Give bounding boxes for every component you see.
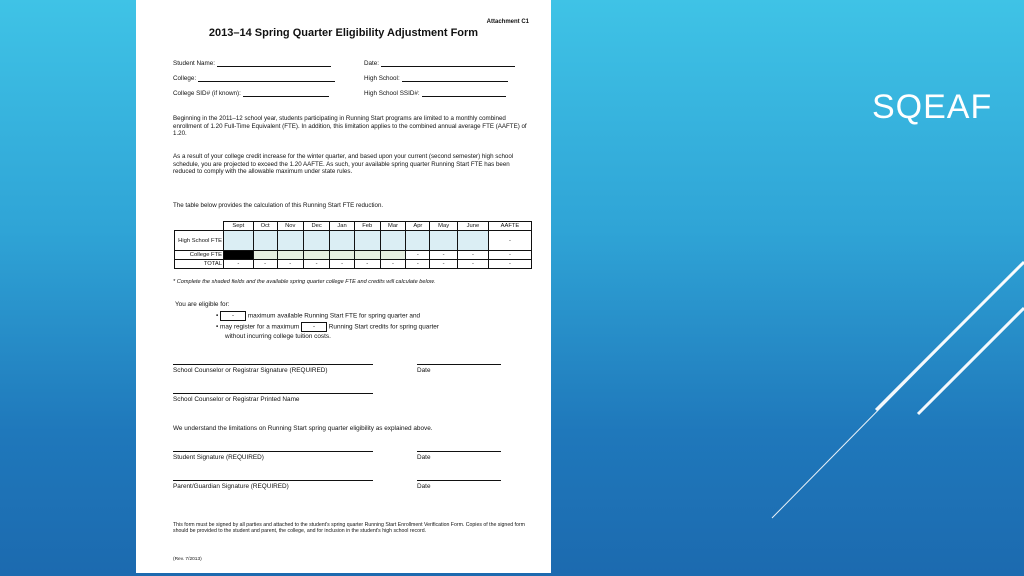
college-fte-value: - xyxy=(457,251,488,260)
parent-date-label: Date xyxy=(417,483,431,490)
college-label: College: xyxy=(173,75,197,82)
total-label: TOTAL xyxy=(175,260,224,269)
understand-statement: We understand the limitations on Running Start spring quarter eligibility as explained above. xyxy=(173,425,433,432)
month-header: Dec xyxy=(303,222,329,231)
college-sid-field xyxy=(173,90,329,97)
high-school-label: High School: xyxy=(364,75,400,82)
credits-value-box: - xyxy=(301,322,327,332)
fte-calculation-table xyxy=(174,221,532,269)
college-fte-cell[interactable] xyxy=(303,251,329,260)
month-header: Jan xyxy=(330,222,355,231)
college-fte-cell[interactable] xyxy=(354,251,380,260)
college-fte-value: - xyxy=(488,251,531,260)
table-header-row xyxy=(175,222,532,231)
total-value: - xyxy=(277,260,303,269)
total-value: - xyxy=(303,260,329,269)
total-value: - xyxy=(354,260,380,269)
college-fte-cell[interactable] xyxy=(277,251,303,260)
table-note: * Complete the shaded fields and the available spring quarter college FTE and credits will calculate below. xyxy=(173,279,436,285)
table-intro-paragraph: The table below provides the calculation of this Running Start FTE reduction. xyxy=(173,202,384,209)
counselor-signature-label: School Counselor or Registrar Signature (REQUIRED) xyxy=(173,367,328,374)
total-value: - xyxy=(430,260,458,269)
form-document xyxy=(136,0,551,573)
hs-fte-label: High School FTE xyxy=(175,231,224,251)
date-label: Date: xyxy=(364,60,380,67)
month-header: Nov xyxy=(277,222,303,231)
month-header: Feb xyxy=(354,222,380,231)
hs-fte-cell[interactable] xyxy=(457,231,488,251)
hs-fte-row xyxy=(175,231,532,251)
student-signature-line[interactable] xyxy=(173,451,373,452)
student-signature-label: Student Signature (REQUIRED) xyxy=(173,454,264,461)
month-header: Sept xyxy=(224,222,254,231)
credits-pre-text: may register for a maximum xyxy=(220,323,300,331)
form-title: 2013–14 Spring Quarter Eligibility Adjustment Form xyxy=(208,27,479,39)
counselor-name-line[interactable] xyxy=(173,393,373,394)
hs-fte-cell[interactable] xyxy=(330,231,355,251)
hs-fte-cell[interactable] xyxy=(354,231,380,251)
hs-fte-cell[interactable] xyxy=(430,231,458,251)
student-name-field xyxy=(173,60,331,67)
hs-ssid-field xyxy=(364,90,506,97)
hs-fte-cell[interactable] xyxy=(380,231,406,251)
hs-aafte-cell: - xyxy=(488,231,531,251)
month-header: June xyxy=(457,222,488,231)
total-value: - xyxy=(330,260,355,269)
high-school-field xyxy=(364,75,508,82)
counselor-signature-line[interactable] xyxy=(173,364,373,365)
footer-note: This form must be signed by all parties and attached to the student's spring quarter Running Start Enrollment Verification Form. Copies of the signed form should be provided to the student and parent, the college, and for inclusion in the student's high school record. xyxy=(173,522,525,535)
month-header: Oct xyxy=(253,222,277,231)
hs-fte-cell[interactable] xyxy=(277,231,303,251)
hs-ssid-label: High School SSID#: xyxy=(364,90,420,97)
attachment-label: Attachment C1 xyxy=(486,19,529,25)
hs-fte-cell[interactable] xyxy=(224,231,254,251)
fte-text: maximum available Running Start FTE for spring quarter and xyxy=(247,312,421,320)
total-value: - xyxy=(224,260,254,269)
college-fte-value: - xyxy=(430,251,458,260)
fte-value-box: - xyxy=(220,311,246,321)
hs-fte-cell[interactable] xyxy=(406,231,430,251)
eligible-intro: You are eligible for: xyxy=(175,301,230,308)
month-header: Apr xyxy=(406,222,430,231)
parent-date-line[interactable] xyxy=(417,480,501,481)
total-row xyxy=(175,260,532,269)
total-value: - xyxy=(457,260,488,269)
slide-title: SQEAF xyxy=(872,88,993,126)
total-value: - xyxy=(380,260,406,269)
parent-signature-line[interactable] xyxy=(173,480,373,481)
college-fte-row xyxy=(175,251,532,260)
college-fte-cell[interactable] xyxy=(330,251,355,260)
college-field xyxy=(173,75,335,82)
total-value: - xyxy=(253,260,277,269)
eligible-fte-line xyxy=(216,311,420,321)
intro-paragraph: Beginning in the 2011–12 school year, students participating in Running Start programs are limited to a monthly combined enrollment of 1.20 Full-Time Equivalent (FTE). In addition, this limitation applies to the combined annual average FTE (AAFTE) of 1.20. xyxy=(173,115,527,138)
student-date-line[interactable] xyxy=(417,451,501,452)
college-fte-cell[interactable] xyxy=(380,251,406,260)
aafte-header: AAFTE xyxy=(488,222,531,231)
counselor-name-label: School Counselor or Registrar Printed Name xyxy=(173,396,300,403)
total-value: - xyxy=(406,260,430,269)
increase-paragraph: As a result of your college credit increase for the winter quarter, and based upon your current (second semester) high school schedule, you are projected to exceed the 1.20 AAFTE. As such, your available spring quarter Running Start FTE has been reduced to comply with the allowable maximum under state rules. xyxy=(173,153,514,176)
college-fte-cell[interactable] xyxy=(253,251,277,260)
date-field xyxy=(364,60,515,67)
tuition-text: without incurring college tuition costs. xyxy=(225,333,331,340)
month-header: May xyxy=(430,222,458,231)
college-sid-label: College SID# (if known): xyxy=(173,90,241,97)
bullet: • xyxy=(216,323,219,331)
total-value: - xyxy=(488,260,531,269)
student-name-label: Student Name: xyxy=(173,60,216,67)
student-date-label: Date xyxy=(417,454,431,461)
college-fte-value: - xyxy=(406,251,430,260)
month-header: Mar xyxy=(380,222,406,231)
credits-text: Running Start credits for spring quarter xyxy=(328,323,439,331)
college-fte-cell-blocked xyxy=(224,251,254,260)
hs-fte-cell[interactable] xyxy=(253,231,277,251)
college-fte-label: College FTE xyxy=(175,251,224,260)
hs-fte-cell[interactable] xyxy=(303,231,329,251)
counselor-date-label: Date xyxy=(417,367,431,374)
revision-label: (Rev. 7/2013) xyxy=(173,557,202,562)
bullet: • xyxy=(216,312,219,320)
counselor-date-line[interactable] xyxy=(417,364,501,365)
eligible-credits-line xyxy=(216,322,439,332)
parent-signature-label: Parent/Guardian Signature (REQUIRED) xyxy=(173,483,289,490)
